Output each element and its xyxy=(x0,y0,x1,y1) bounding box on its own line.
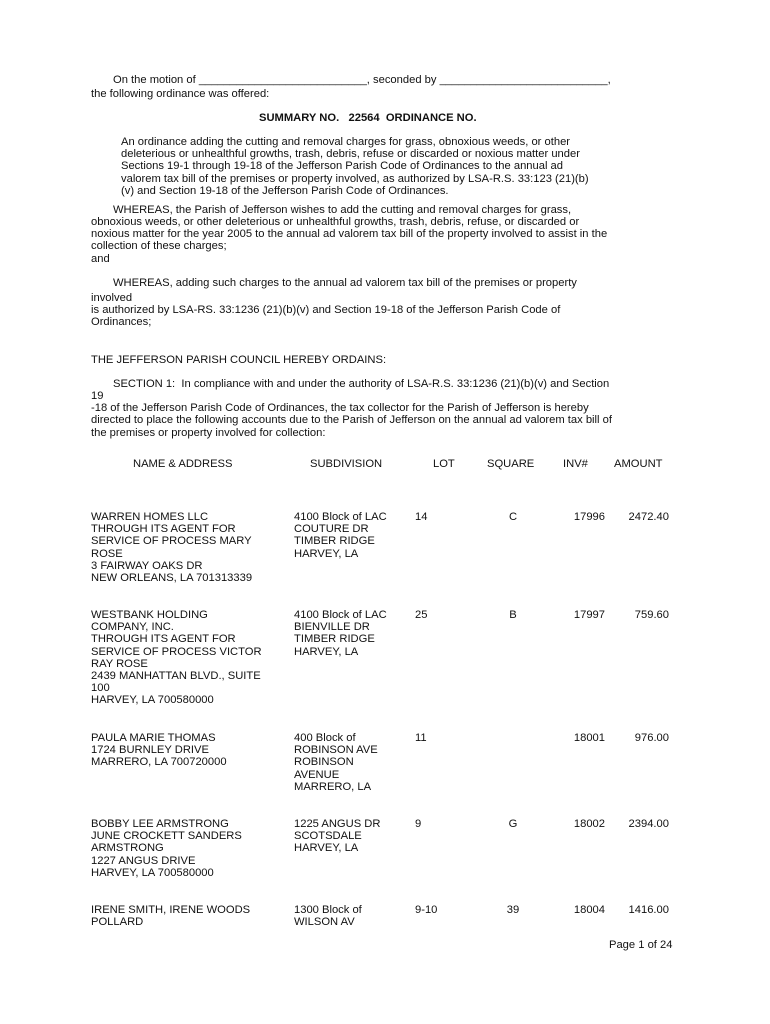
row-4-square: G xyxy=(508,818,518,830)
summary-heading: SUMMARY NO. 22564 ORDINANCE NO. xyxy=(259,112,477,124)
row-5-amount: 1416.00 xyxy=(628,904,669,916)
row-4-subdivision: 1225 ANGUS DR SCOTSDALE HARVEY, LA xyxy=(294,818,381,855)
row-2-square: B xyxy=(509,609,517,621)
row-1-name-address: WARREN HOMES LLC THROUGH ITS AGENT FOR SERVICE OF PROCESS MARY ROSE 3 FAIRWAY OAKS DR NEW ORLEANS, LA 701313339 xyxy=(91,511,253,585)
abstract-line: deleterious or unhealthful growths, trash, debris, refuse or discarded or noxious matter under xyxy=(121,148,580,161)
page-number: Page 1 of 24 xyxy=(609,939,673,951)
motion-line-1: On the motion of ___________________________, seconded by ___________________________, xyxy=(113,74,611,86)
header-subdivision: SUBDIVISION xyxy=(310,458,383,470)
row-2-lot: 25 xyxy=(415,609,428,621)
row-1-square: C xyxy=(508,511,518,523)
whereas-2-body xyxy=(91,292,560,329)
section-line: the premises or property involved for collection: xyxy=(91,426,326,439)
row-5-inv: 18004 xyxy=(573,904,605,916)
header-square: SQUARE xyxy=(487,458,535,470)
header-name-address: NAME & ADDRESS xyxy=(133,458,233,470)
whereas-line: is authorized by LSA-RS. 33:1236 (21)(b)(v) and Section 19-18 of the Jefferson Parish Code of xyxy=(91,304,561,317)
row-3-name-address: PAULA MARIE THOMAS 1724 BURNLEY DRIVE MARRERO, LA 700720000 xyxy=(91,732,227,769)
row-1-subdivision: 4100 Block of LAC COUTURE DR TIMBER RIDGE HARVEY, LA xyxy=(294,511,387,560)
section-1-first: SECTION 1: In compliance with and under the authority of LSA-R.S. 33:1236 (21)(b)(v) and Section xyxy=(113,378,610,390)
row-4-lot: 9 xyxy=(415,818,422,830)
row-2-subdivision: 4100 Block of LAC BIENVILLE DR TIMBER RIDGE HARVEY, LA xyxy=(294,609,387,658)
abstract-line: valorem tax bill of the premises or property involved, as authorized by LSA-R.S. 33:123 (21)(b) xyxy=(121,172,589,185)
row-3-amount: 976.00 xyxy=(634,732,669,744)
header-amount: AMOUNT xyxy=(614,458,663,470)
header-lot: LOT xyxy=(433,458,455,470)
whereas-line: noxious matter for the year 2005 to the annual ad valorem tax bill of the property involved to assist in the xyxy=(91,228,608,241)
abstract-line: Sections 19-1 through 19-18 of the Jefferson Parish Code of Ordinances to the annual ad xyxy=(121,160,563,173)
abstract-line: (v) and Section 19-18 of the Jefferson Parish Code of Ordinances. xyxy=(121,184,449,197)
row-5-lot: 9-10 xyxy=(415,904,438,916)
ordains-heading: THE JEFFERSON PARISH COUNCIL HEREBY ORDAINS: xyxy=(91,354,387,366)
section-1-body xyxy=(91,390,612,439)
row-4-name-address: BOBBY LEE ARMSTRONG JUNE CROCKETT SANDERS ARMSTRONG 1227 ANGUS DRIVE HARVEY, LA 700580000 xyxy=(91,818,242,879)
row-4-inv: 18002 xyxy=(573,818,605,830)
row-5-name-address: IRENE SMITH, IRENE WOODS POLLARD xyxy=(91,904,251,929)
row-5-square: 39 xyxy=(506,904,520,916)
section-line: -18 of the Jefferson Parish Code of Ordinances, the tax collector for the Parish of Jefferson is hereby xyxy=(91,402,589,415)
motion-line-2: the following ordinance was offered: xyxy=(91,88,270,100)
row-1-inv: 17996 xyxy=(573,511,605,523)
row-1-amount: 2472.40 xyxy=(628,511,669,523)
whereas-line: Ordinances; xyxy=(91,316,152,329)
row-1-lot: 14 xyxy=(415,511,428,523)
row-3-lot: 11 xyxy=(415,732,427,744)
whereas-line: obnoxious weeds, or other deleterious or unhealthful growths, trash, debris, refuse, or discarded or xyxy=(91,216,580,228)
abstract-line: An ordinance adding the cutting and removal charges for grass, obnoxious weeds, or other xyxy=(121,136,571,148)
whereas-1-body xyxy=(91,216,607,265)
ordinance-abstract xyxy=(121,136,589,197)
section-line: directed to place the following accounts due to the Parish of Jefferson on the annual ad valorem tax bill of xyxy=(91,414,612,427)
whereas-2-first: WHEREAS, adding such charges to the annual ad valorem tax bill of the premises or property xyxy=(113,277,577,289)
row-3-subdivision: 400 Block of ROBINSON AVE ROBINSON AVENUE MARRERO, LA xyxy=(294,732,378,793)
row-2-name-address: WESTBANK HOLDING COMPANY, INC. THROUGH ITS AGENT FOR SERVICE OF PROCESS VICTOR RAY ROSE 2439 MANHATTAN BLVD., SUITE 100 HARVEY, LA 700580000 xyxy=(91,609,262,707)
row-4-amount: 2394.00 xyxy=(628,818,669,830)
row-2-amount: 759.60 xyxy=(634,609,669,621)
whereas-line: collection of these charges; xyxy=(91,240,227,253)
row-2-inv: 17997 xyxy=(573,609,605,621)
whereas-line: and xyxy=(91,252,110,265)
header-inv: INV# xyxy=(563,458,588,470)
whereas-line: involved xyxy=(91,292,133,304)
section-line: 19 xyxy=(91,390,104,402)
row-3-inv: 18001 xyxy=(573,732,605,744)
whereas-1-first: WHEREAS, the Parish of Jefferson wishes to add the cutting and removal charges for grass, xyxy=(113,204,572,216)
row-5-subdivision: 1300 Block of WILSON AV xyxy=(294,904,362,929)
